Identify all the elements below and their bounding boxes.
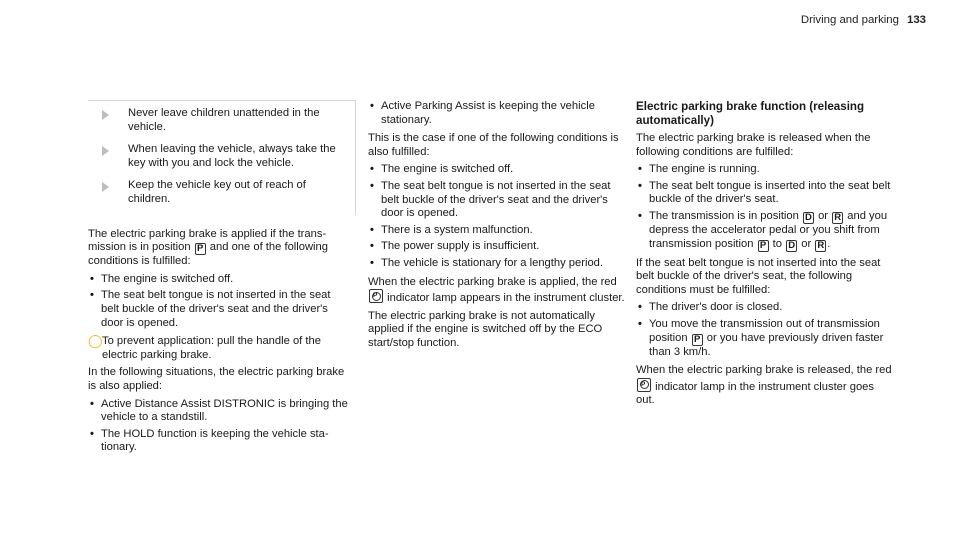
warning-box: [88, 100, 356, 215]
triangle-marker-icon: [102, 146, 109, 156]
column-right: [636, 100, 892, 412]
list-item: • The seat belt tongue is inserted into the seat belt buckle of the driver's seat.: [636, 180, 892, 207]
list-item: • The HOLD function is keeping the vehicle stationary.: [88, 428, 350, 455]
note: [88, 335, 350, 362]
applied-conditions-list: [88, 273, 350, 330]
list-item: • The transmission is in position D or R and you depress the accelerator pedal or you shift from transmission position P to D or R .: [636, 210, 892, 252]
list-item: • The engine is running.: [636, 163, 892, 177]
following-list: [88, 398, 350, 455]
notinserted-intro: If the seat belt tongue is not inserted into the seat belt buckle of the driver's seat, the following conditions must be fulfilled:: [636, 256, 881, 296]
list-item: • The seat belt tongue is not inserted in the seat belt buckle of the driver's seat and the driver's door is opened.: [88, 289, 350, 330]
top-list: [368, 100, 626, 127]
column-middle: [368, 100, 626, 355]
following-intro: In the following situations, the electric parking brake is also applied:: [88, 366, 345, 392]
applied-intro: The electric parking brake is applied if the transmission is in position P and one of the following conditions is fulfilled:: [88, 227, 328, 268]
section-heading: Electric parking brake function (releasing automatically): [636, 100, 865, 127]
note-text: To prevent application: pull the handle of the electric parking brake.: [102, 335, 321, 361]
release-list: [636, 163, 892, 251]
release-intro: The electric parking brake is released when the following conditions are fulfilled:: [636, 132, 871, 158]
list-item: • Active Distance Assist DISTRONIC is bringing the vehicle to a standstill.: [88, 398, 350, 425]
eco-paragraph: The electric parking brake is not automatically applied if the engine is switched off by the ECO start/stop function.: [368, 309, 603, 349]
case-intro: This is the case if one of the following conditions is also fulfilled:: [368, 132, 619, 158]
lightbulb-icon: ◯: [88, 333, 103, 349]
list-item: • The driver's door is closed.: [636, 301, 892, 315]
page-number: 133: [906, 14, 926, 26]
column-left: [88, 100, 350, 460]
gear-d-symbol: D: [803, 212, 814, 224]
gear-d-symbol: D: [786, 240, 797, 252]
page-header: [801, 14, 926, 26]
gear-r-symbol: R: [832, 212, 843, 224]
notinserted-list: [636, 301, 892, 359]
triangle-marker-icon: [102, 110, 109, 120]
list-item: • The engine is switched off.: [368, 163, 626, 177]
list-item: • The seat belt tongue is not inserted in the seat belt buckle of the driver's seat and the driver's door is opened.: [368, 180, 626, 221]
list-item: • You move the transmission out of transmission position P or you have previously driven faster than 3 km/h.: [636, 318, 892, 359]
list-item: • Active Parking Assist is keeping the vehicle stationary.: [368, 100, 626, 127]
lamp-paragraph: When the electric parking brake is applied, the red P indicator lamp appears in the instrument cluster.: [368, 276, 626, 306]
list-item: • There is a system malfunction.: [368, 224, 626, 238]
warning-text: Never leave children unattended in the vehicle.: [128, 107, 320, 133]
gear-p-symbol: P: [758, 240, 769, 252]
list-item: • The vehicle is stationary for a lengthy period.: [368, 257, 626, 271]
warning-text: Keep the vehicle key out of reach of children.: [128, 179, 306, 205]
warning-item: [88, 107, 347, 134]
section-title: Driving and parking: [800, 14, 899, 26]
warning-item: [88, 179, 347, 206]
list-item: • The engine is switched off.: [88, 273, 350, 287]
gear-r-symbol: R: [815, 240, 826, 252]
gear-p-symbol: P: [692, 334, 703, 346]
case-list: [368, 163, 626, 270]
list-item: • The power supply is insufficient.: [368, 240, 626, 254]
warning-text: When leaving the vehicle, always take the key with you and lock the vehicle.: [128, 143, 336, 169]
parking-brake-lamp-icon: [637, 378, 651, 392]
warning-item: [88, 143, 347, 170]
triangle-marker-icon: [102, 182, 109, 192]
parking-brake-lamp-icon: [369, 289, 383, 303]
released-paragraph: When the electric parking brake is released, the red P indicator lamp in the instrument cluster goes out.: [636, 364, 892, 408]
gear-p-symbol: P: [195, 243, 206, 255]
